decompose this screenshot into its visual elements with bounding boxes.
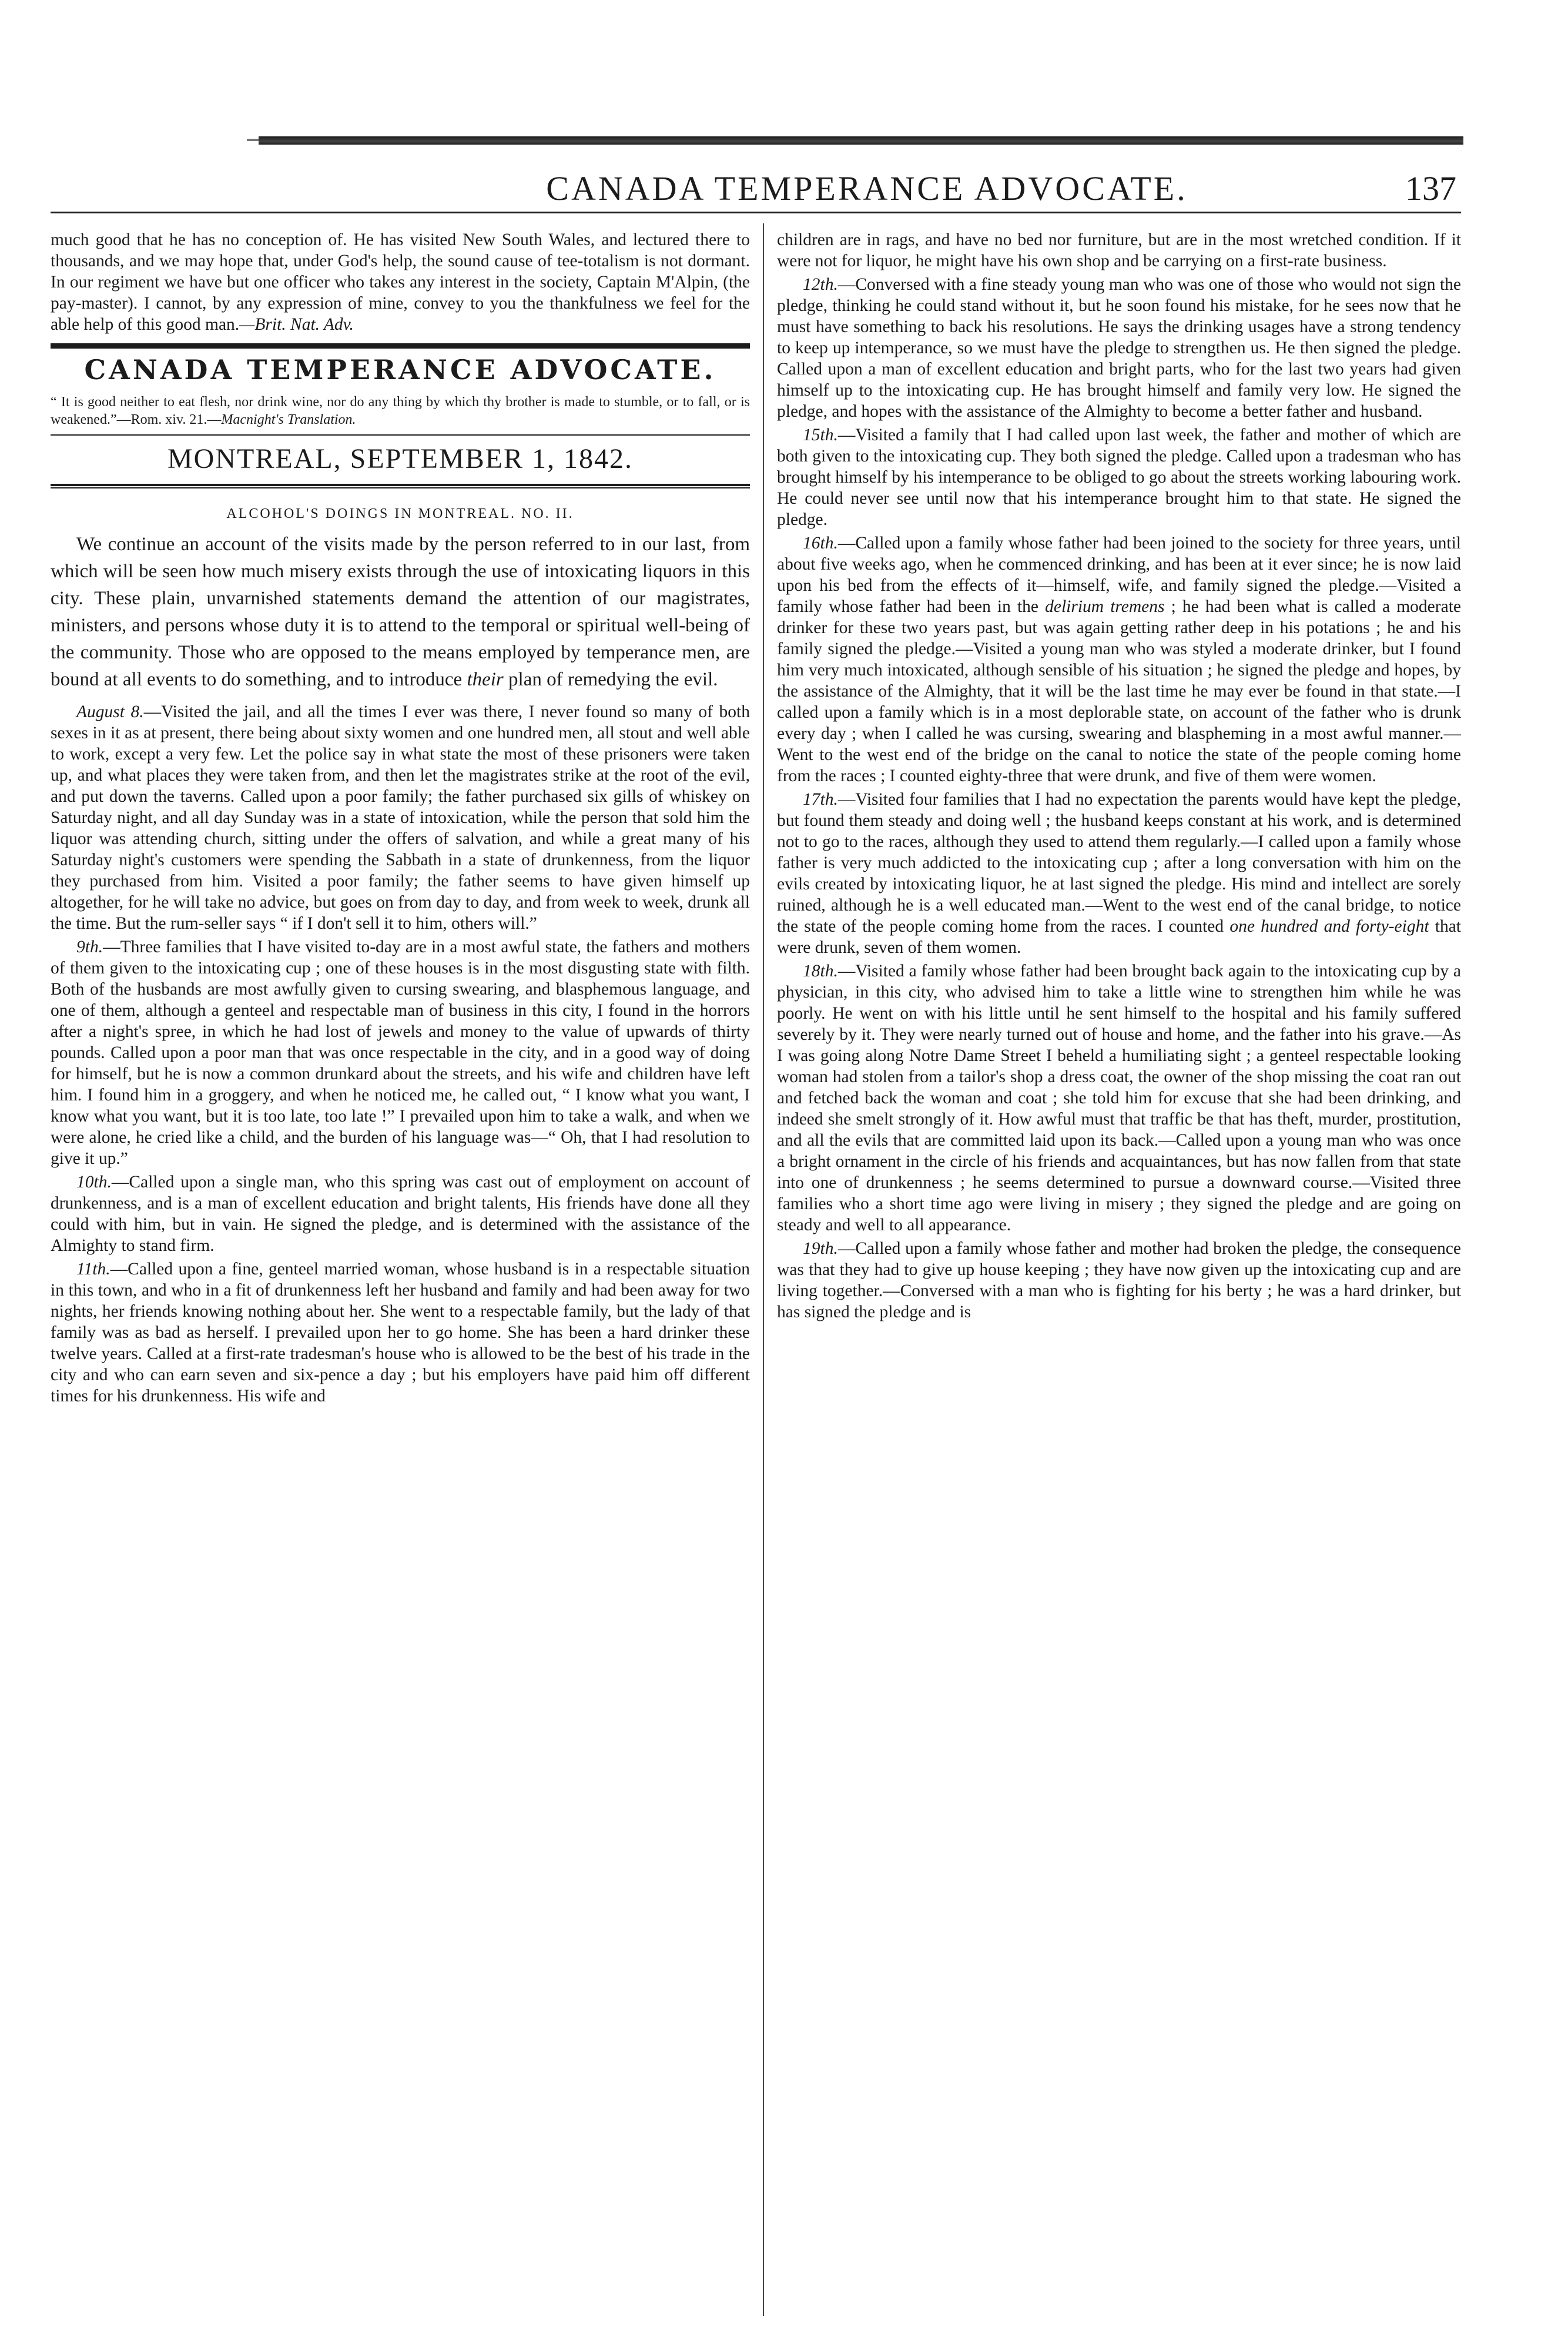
right-column — [777, 229, 1461, 2322]
intro-citation: —Brit. Nat. Adv. — [239, 315, 354, 334]
motto-text: “ It is good neither to eat flesh, nor drink wine, nor do any thing by which thy brother is made to stumble, or to fall, or is weakened.”—Rom. xiv. 21.— — [51, 394, 750, 427]
entry-text-part1: —Called upon a family whose father had been joined to the society for three years, until about five weeks ago, when he commenced drinking, and has been at it ever since; he is now laid upon his bed from the effects of it—himself, wife, and family signed the pledge.—Visited a family whose father had been in the — [777, 534, 1461, 616]
entry-9th — [51, 936, 750, 1169]
entry-16th — [777, 533, 1461, 787]
continuation-paragraph: children are in rags, and have no bed nor furniture, but are in the most wretched condition. If it were not for liquor, he might have his own shop and be carrying on a first-rate business. — [777, 230, 1461, 270]
entry-10th — [51, 1172, 750, 1256]
entry-11th — [51, 1259, 750, 1407]
entry-date: 11th. — [76, 1260, 110, 1279]
entry-text-part2: that were drunk, seven of them women. — [777, 917, 1461, 957]
dateline: MONTREAL, SEPTEMBER 1, 1842. — [167, 443, 634, 474]
lead-emphasis: their — [467, 669, 504, 690]
entry-date: 16th. — [803, 534, 838, 553]
entry-text-part2: ; he had been what is called a moderate drinker for these two years past, but was again getting rather deep in his potations ; he and his family signed the pledge.—Visited a young man who was styled a moderate drinker, but I found him very much intoxicated, although sensible of his situation ; he signed the pledge and hopes, by the assistance of the Almighty, that it will be the last time he may ever be found in that state.—I called upon a family which is in a most deplorable state, on account of the father who is drunk every day ; when I called he was cursing, swearing and blaspheming in a most awful manner.—Went to the west end of the bridge on the canal to notice the state of the people coming home from the races ; I counted eighty-three that were drunk, and five of them were women. — [777, 597, 1461, 785]
running-head-title: CANADA TEMPERANCE ADVOCATE. — [546, 169, 1188, 208]
entry-text: —Visited a family whose father had been brought back again to the intoxicating cup by a physician, in this city, who advised him to take a little wine to strengthen him while he was poorly. He went on with his little until he sent himself to the hospital and his family suffered severely by it. They were nearly turned out of house and home, and the father into his grave.—As I was going along Notre Dame Street I beheld a humiliating sight ; a genteel respectable looking woman had stolen from a tailor's shop a dress coat, the owner of the shop missing the coat ran out and fetched back the woman and coat ; she told him for excuse that she had been drinking, and indeed she smelt strongly of it. How awful must that traffic be that has theft, murder, prostitution, and all the evils that are committed laid upon its back.—Called upon a young man who was once a bright ornament in the circle of his friends and acquaintances, but has now fallen from that state into one of drunkenness ; he seems determined to pursue a downward course.—Visited three families who a short time ago were living in misery ; they signed the pledge and are going on steady and well to all appearance. — [777, 962, 1461, 1234]
article-title: ALCOHOL'S DOINGS IN MONTREAL. NO. II. — [226, 506, 574, 521]
entry-date: 10th. — [76, 1173, 112, 1192]
column-divider — [763, 223, 764, 2316]
entry-emphasis: delirium tremens — [1045, 597, 1165, 616]
entry-emphasis: one hundred and forty-eight — [1229, 917, 1429, 936]
left-column — [51, 229, 750, 2322]
entry-18th — [777, 960, 1461, 1236]
entry-date: 15th. — [803, 426, 838, 444]
entry-text: —Called upon a single man, who this spring was cast out of employment on account of drunkenness, and is a man of excellent education and bright talents, His friends have done all they could with him, but in vain. He signed the pledge, and is determined with the assistance of the Almighty to stand firm. — [51, 1173, 750, 1255]
entry-august-8 — [51, 701, 750, 934]
top-rule — [259, 136, 1463, 145]
entry-19th — [777, 1238, 1461, 1323]
dateline-bottom-rule — [51, 484, 750, 486]
entry-date: August 8. — [76, 702, 144, 721]
motto — [51, 393, 750, 429]
intro-text: much good that he has no conception of. He has visited New South Wales, and lectured there to thousands, and we may hope that, under God's help, the sound cause of tee-totalism is not dormant. In our regiment we have but one officer who takes any interest in the society, Captain M'Alpin, (the pay-master). I cannot, by any expression of mine, convey to you the thankfulness we feel for the able help of this good man. — [51, 230, 750, 334]
intro-paragraph — [51, 229, 750, 335]
entry-15th — [777, 424, 1461, 530]
entry-17th — [777, 789, 1461, 958]
entry-date: 17th. — [803, 790, 838, 809]
dateline-top-rule — [51, 434, 750, 436]
entry-date: 9th. — [76, 938, 103, 956]
masthead: CANADA TEMPERANCE ADVOCATE. — [84, 354, 716, 386]
entry-12th — [777, 274, 1461, 422]
article-lead — [51, 531, 750, 693]
motto-translator: Macnight's Translation. — [221, 412, 356, 427]
lead-part2: plan of remedying the evil. — [503, 669, 718, 690]
entry-text: —Three families that I have visited to-day are in a most awful state, the fathers and mothers of them given to the intoxicating cup ; one of these houses is in the most disgusting state with filth. Both of the husbands are most awfully given to cursing swearing, and blasphemous language, and one of them, although a genteel and respectable man of business in this city, I found in the horrors after a night's spree, in which he had lost of jewels and money to the value of upwards of thirty pounds. Called upon a poor man that was once respectable in the city, and in a good way of doing for himself, but he is now a common drunkard about the streets, and his wife and children have left him. I found him in a groggery, and when he noticed me, he called out, “ I know what you want, I know what you want, but it is too late, too late !” I prevailed upon him to take a walk, and when we were alone, he cried like a child, and the burden of his language was—“ Oh, that I had resolution to give it up.” — [51, 938, 750, 1168]
lead-part1: We continue an account of the visits made by the person referred to in our last, from which will be seen how much misery exists through the use of intoxicating liquors in this city. These plain, unvarnished statements demand the attention of our magistrates, ministers, and persons whose duty it is to attend to the temporal or spiritual well-being of the community. Those who are opposed to the means employed by temperance men, are bound at all events to do something, and to introduce — [51, 534, 750, 690]
page-number: 137 — [1405, 169, 1456, 208]
entry-text: —Called upon a fine, genteel married woman, whose husband is in a respectable situation in this town, and who in a fit of drunkenness left her husband and family and had been away for two nights, her friends knowing nothing about her. She went to a respectable family, but the lady of that family was as bad as herself. I prevailed upon her to go home. She has been a hard drinker these twelve years. Called at a first-rate tradesman's house who is allowed to be the best of his trade in the city and who can earn seven and six-pence a day ; but his employers have paid him off different times for his drunkenness. His wife and — [51, 1260, 750, 1405]
entry-text: —Called upon a family whose father and mother had broken the pledge, the consequence was that they had to give up house keeping ; they have now given up the intoxicating cup and are living together.—Conversed with a man who is fighting for his berty ; he was a hard drinker, but has signed the pledge and is — [777, 1239, 1461, 1321]
entry-text: —Visited the jail, and all the times I ever was there, I never found so many of both sexes in it as at present, there being about sixty women and one hundred men, all stout and well able to work, except a very few. Let the police say in what state the most of these prisoners were taken up, and what places they were taken from, and then let the magistrates strike at the root of the evil, and put down the taverns. Called upon a poor family; the father purchased six gills of whiskey on Saturday night, and all day Sunday was in a state of intoxication, while the person that sold him the liquor was attending church, sitting under the offers of salvation, and while a great many of his Saturday night's customers were spending the Sabbath in a state of drunkenness, from the liquor they purchased from him. Visited a poor family; the father seems to have given himself up altogether, for he will take no advice, but goes on from day to day, and from week to week, drunk all the time. But the rum-seller says “ if I don't sell it to him, others will.” — [51, 702, 750, 933]
entry-date: 12th. — [803, 275, 838, 294]
header-rule — [51, 212, 1461, 213]
entry-text: —Conversed with a fine steady young man who was one of those who would not sign the pledge, thinking he could stand without it, but he soon found his mistake, for he sees now that he must have something to back his resolutions. He says the drinking usages have a strong tendency to keep up intemperance, so we must have the pledge to strengthen us. He then signed the pledge. Called upon a man of excellent education and bright parts, who for the last two years had given himself up to the intoxicating cup. He has brought himself and family very low. He signed the pledge, and hopes with the assistance of the Almighty to become a better father and husband. — [777, 275, 1461, 421]
entry-date: 19th. — [803, 1239, 838, 1258]
masthead-top-rule — [51, 343, 750, 349]
entry-text-part1: —Visited four families that I had no expectation the parents would have kept the pledge, but found them steady and doing well ; the husband keeps constant at his work, and is determined not to go to the races, although they used to attend them regularly.—I called upon a family whose father is very much addicted to the intoxicating cup ; after a long conversation with him on the evils created by intoxicating liquor, he at last signed the pledge. His mind and intellect are sorely ruined, although he is a well educated man.—Went to the west end of the canal bridge, to notice the state of the people coming home from the races. I counted — [777, 790, 1461, 936]
entry-text: —Visited a family that I had called upon last week, the father and mother of which are both given to the intoxicating cup. They both signed the pledge. Called upon a tradesman who has brought himself by his intemperance to be obliged to go about the streets working labouring work. He could never see until now that his intemperance brought him to that state. He signed the pledge. — [777, 426, 1461, 529]
dateline-bottom-thin-rule — [51, 487, 750, 488]
entry-date: 18th. — [803, 962, 838, 980]
